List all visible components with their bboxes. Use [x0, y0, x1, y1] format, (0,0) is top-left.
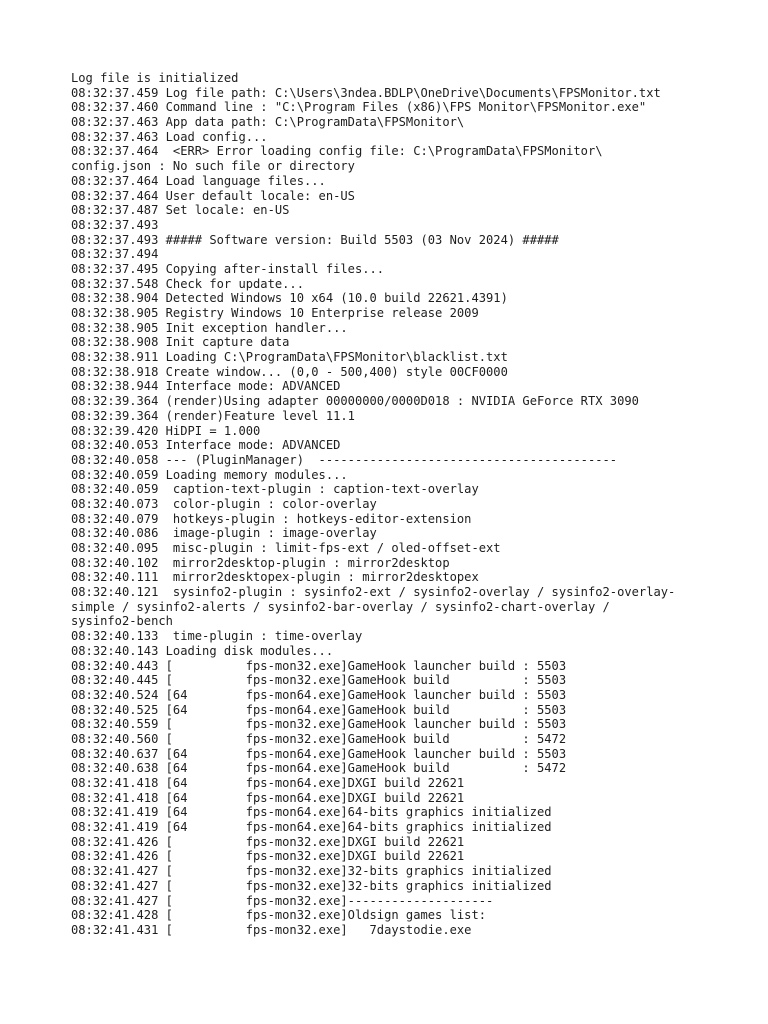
log-line: 08:32:40.133 time-plugin : time-overlay	[71, 629, 363, 644]
log-line: 08:32:40.059 Loading memory modules...	[71, 467, 348, 482]
log-line: 08:32:37.464 <ERR> Error loading config file: C:\ProgramData\FPSMonitor\	[71, 144, 603, 159]
log-line: 08:32:40.559 [ fps-mon32.exe]GameHook launcher build : 5503	[71, 717, 567, 732]
log-line: 08:32:40.121 sysinfo2-plugin : sysinfo2-ext / sysinfo2-overlay / sysinfo2-overlay-	[71, 585, 676, 600]
log-line: 08:32:40.637 [64 fps-mon64.exe]GameHook launcher build : 5503	[71, 746, 567, 761]
log-line: 08:32:40.059 caption-text-plugin : caption-text-overlay	[71, 482, 479, 497]
log-line: 08:32:37.464 Load language files...	[71, 173, 326, 188]
log-line: 08:32:40.524 [64 fps-mon64.exe]GameHook launcher build : 5503	[71, 687, 567, 702]
log-line: 08:32:41.427 [ fps-mon32.exe]--------------------	[71, 893, 494, 908]
log-line: 08:32:40.445 [ fps-mon32.exe]GameHook build : 5503	[71, 673, 567, 688]
log-line: 08:32:38.905 Init exception handler...	[71, 320, 348, 335]
log-line: 08:32:41.419 [64 fps-mon64.exe]64-bits graphics initialized	[71, 820, 552, 835]
log-line: 08:32:41.431 [ fps-mon32.exe] 7daystodie.exe	[71, 922, 472, 937]
log-line: config.json : No such file or directory	[71, 159, 355, 174]
log-line: 08:32:40.053 Interface mode: ADVANCED	[71, 438, 341, 453]
log-line: 08:32:40.102 mirror2desktop-plugin : mirror2desktop	[71, 555, 450, 570]
log-line: 08:32:38.904 Detected Windows 10 x64 (10.0 build 22621.4391)	[71, 291, 508, 306]
log-line: 08:32:37.494	[71, 247, 159, 262]
log-line: 08:32:40.443 [ fps-mon32.exe]GameHook launcher build : 5503	[71, 658, 567, 673]
log-line: 08:32:41.427 [ fps-mon32.exe]32-bits graphics initialized	[71, 864, 552, 879]
log-line: 08:32:39.364 (render)Feature level 11.1	[71, 408, 355, 423]
log-line: 08:32:40.073 color-plugin : color-overlay	[71, 496, 377, 511]
log-line: 08:32:40.143 Loading disk modules...	[71, 643, 334, 658]
log-line: 08:32:37.463 Load config...	[71, 129, 268, 144]
log-line: 08:32:38.944 Interface mode: ADVANCED	[71, 379, 341, 394]
log-line: 08:32:38.918 Create window... (0,0 - 500,400) style 00CF0000	[71, 364, 508, 379]
log-line: 08:32:40.638 [64 fps-mon64.exe]GameHook build : 5472	[71, 761, 567, 776]
log-line: 08:32:39.420 HiDPI = 1.000	[71, 423, 261, 438]
log-line: 08:32:38.905 Registry Windows 10 Enterprise release 2009	[71, 306, 479, 320]
log-line: 08:32:40.111 mirror2desktopex-plugin : mirror2desktopex	[71, 570, 479, 585]
log-line: simple / sysinfo2-alerts / sysinfo2-bar-overlay / sysinfo2-chart-overlay /	[71, 599, 610, 614]
log-line: 08:32:40.079 hotkeys-plugin : hotkeys-editor-extension	[71, 511, 472, 526]
log-text	[71, 71, 711, 938]
log-line: 08:32:40.086 image-plugin : image-overlay	[71, 526, 377, 541]
log-line: 08:32:37.460 Command line : "C:\Program Files (x86)\FPS Monitor\FPSMonitor.exe"	[71, 100, 647, 115]
log-line: 08:32:37.464 User default locale: en-US	[71, 188, 355, 203]
log-line: 08:32:37.493 ##### Software version: Build 5503 (03 Nov 2024) #####	[71, 232, 559, 247]
log-line: 08:32:40.525 [64 fps-mon64.exe]GameHook build : 5503	[71, 702, 567, 717]
log-line: 08:32:37.495 Copying after-install files...	[71, 261, 385, 276]
log-line: 08:32:37.493	[71, 217, 159, 232]
log-line: 08:32:41.426 [ fps-mon32.exe]DXGI build 22621	[71, 834, 465, 849]
log-line: 08:32:41.418 [64 fps-mon64.exe]DXGI build 22621	[71, 776, 465, 790]
log-line: 08:32:41.426 [ fps-mon32.exe]DXGI build 22621	[71, 849, 465, 864]
log-line: Log file is initialized	[71, 71, 239, 85]
log-line: 08:32:37.463 App data path: C:\ProgramData\FPSMonitor\	[71, 115, 465, 130]
log-line: 08:32:39.364 (render)Using adapter 00000000/0000D018 : NVIDIA GeForce RTX 3090	[71, 394, 639, 409]
log-line: 08:32:40.058 --- (PluginManager) -----------------------------------------	[71, 452, 618, 467]
log-line: 08:32:37.459 Log file path: C:\Users\3ndea.BDLP\OneDrive\Documents\FPSMonitor.txt	[71, 85, 661, 100]
log-line: 08:32:41.427 [ fps-mon32.exe]32-bits graphics initialized	[71, 878, 552, 893]
log-line: 08:32:40.560 [ fps-mon32.exe]GameHook build : 5472	[71, 731, 567, 746]
log-line: 08:32:40.095 misc-plugin : limit-fps-ext / oled-offset-ext	[71, 541, 501, 555]
log-line: 08:32:37.548 Check for update...	[71, 276, 304, 291]
log-line: 08:32:41.419 [64 fps-mon64.exe]64-bits graphics initialized	[71, 805, 552, 820]
log-line: 08:32:38.911 Loading C:\ProgramData\FPSMonitor\blacklist.txt	[71, 350, 508, 365]
log-line: 08:32:37.487 Set locale: en-US	[71, 203, 290, 218]
log-line: 08:32:38.908 Init capture data	[71, 335, 290, 350]
log-line: sysinfo2-bench	[71, 614, 173, 629]
log-line: 08:32:41.428 [ fps-mon32.exe]Oldsign games list:	[71, 908, 487, 923]
log-line: 08:32:41.418 [64 fps-mon64.exe]DXGI build 22621	[71, 790, 465, 805]
